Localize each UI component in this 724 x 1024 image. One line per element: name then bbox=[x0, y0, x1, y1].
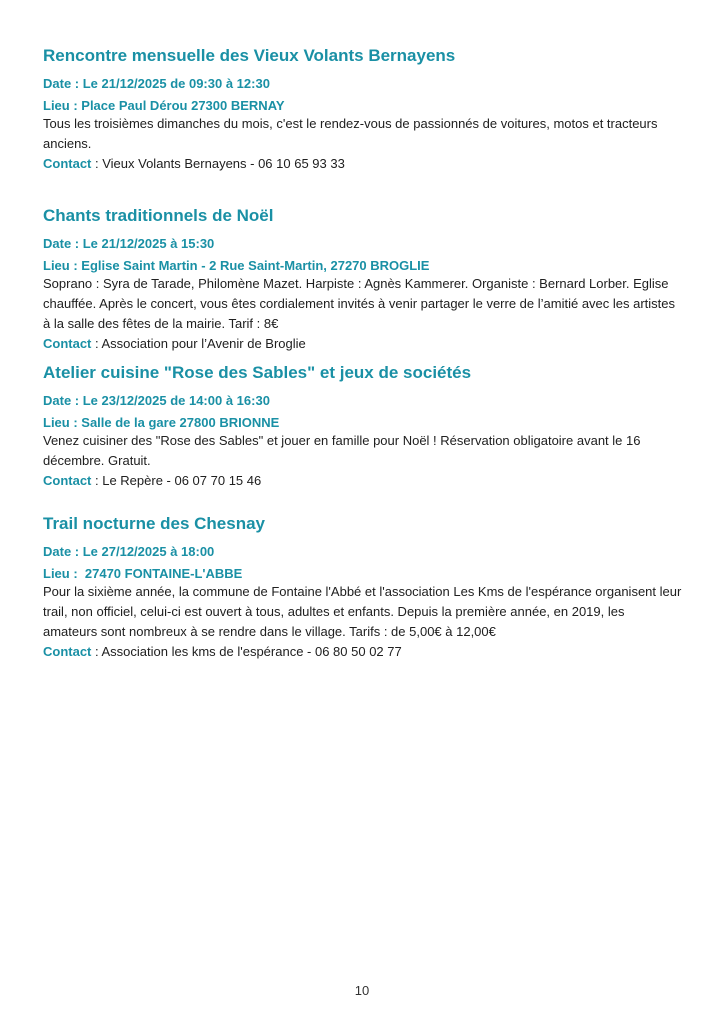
contact-label: Contact bbox=[43, 336, 92, 351]
event-title: Trail nocturne des Chesnay bbox=[43, 514, 266, 533]
event-date: Date : Le 23/12/2025 de 14:00 à 16:30 bbox=[43, 393, 270, 408]
event-title: Atelier cuisine "Rose des Sables" et jeux de sociétés bbox=[43, 363, 472, 382]
contact-line bbox=[43, 334, 682, 354]
event-body bbox=[43, 582, 685, 662]
event-location: Lieu : Salle de la gare 27800 BRIONNE bbox=[43, 415, 280, 430]
contact-line bbox=[43, 642, 682, 662]
event-section bbox=[43, 513, 685, 662]
event-body bbox=[43, 431, 682, 491]
contact-line bbox=[43, 154, 682, 174]
contact-label: Contact bbox=[43, 473, 92, 488]
event-description: Soprano : Syra de Tarade, Philomène Mazet. Harpiste : Agnès Kammerer. Organiste : Bernard Lorber. Eglise chauffée. Après le concert, vous êtes cordialement invités à venir partager le verre de l’amitié avec les artistes à la salle des fêtes de la mairie. Tarif : 8€ bbox=[43, 276, 679, 331]
event-section bbox=[43, 362, 682, 491]
contact-details: : Vieux Volants Bernayens - 06 10 65 93 33 bbox=[91, 156, 345, 171]
contact-details: : Le Repère - 06 07 70 15 46 bbox=[91, 473, 262, 488]
event-body bbox=[43, 274, 682, 354]
contact-details: : Association pour l’Avenir de Broglie bbox=[91, 336, 306, 351]
event-section bbox=[43, 205, 682, 354]
page-number: 10 bbox=[354, 983, 370, 998]
event-date: Date : Le 27/12/2025 à 18:00 bbox=[43, 544, 215, 559]
event-body bbox=[43, 114, 682, 174]
contact-line bbox=[43, 471, 682, 491]
event-date: Date : Le 21/12/2025 à 15:30 bbox=[43, 236, 215, 251]
event-location: Lieu : 27470 FONTAINE-L'ABBE bbox=[43, 566, 243, 581]
event-location: Lieu : Eglise Saint Martin - 2 Rue Saint-Martin, 27270 BROGLIE bbox=[43, 258, 430, 273]
event-title: Rencontre mensuelle des Vieux Volants Bernayens bbox=[43, 46, 456, 65]
event-description: Pour la sixième année, la commune de Fontaine l'Abbé et l'association Les Kms de l'espérance organisent leur trail, non officiel, celui-ci est ouvert à tous, adultes et enfants. Depuis la première année, en 2019, les amateurs sont nombreux à se rendre dans le village. Tarifs : de 5,00€ à 12,00€ bbox=[43, 584, 685, 639]
event-date: Date : Le 21/12/2025 de 09:30 à 12:30 bbox=[43, 76, 270, 91]
event-description: Venez cuisiner des "Rose des Sables" et jouer en famille pour Noël ! Réservation obligatoire avant le 16 décembre. Gratuit. bbox=[43, 433, 645, 468]
contact-details: : Association les kms de l'espérance - 06 80 50 02 77 bbox=[91, 644, 402, 659]
contact-label: Contact bbox=[43, 156, 92, 171]
event-section bbox=[43, 45, 682, 174]
event-description: Tous les troisièmes dimanches du mois, c'est le rendez-vous de passionnés de voitures, motos et tracteurs anciens. bbox=[43, 116, 662, 151]
event-title: Chants traditionnels de Noël bbox=[43, 206, 274, 225]
page-content bbox=[43, 45, 685, 662]
contact-label: Contact bbox=[43, 644, 92, 659]
event-location: Lieu : Place Paul Dérou 27300 BERNAY bbox=[43, 98, 285, 113]
